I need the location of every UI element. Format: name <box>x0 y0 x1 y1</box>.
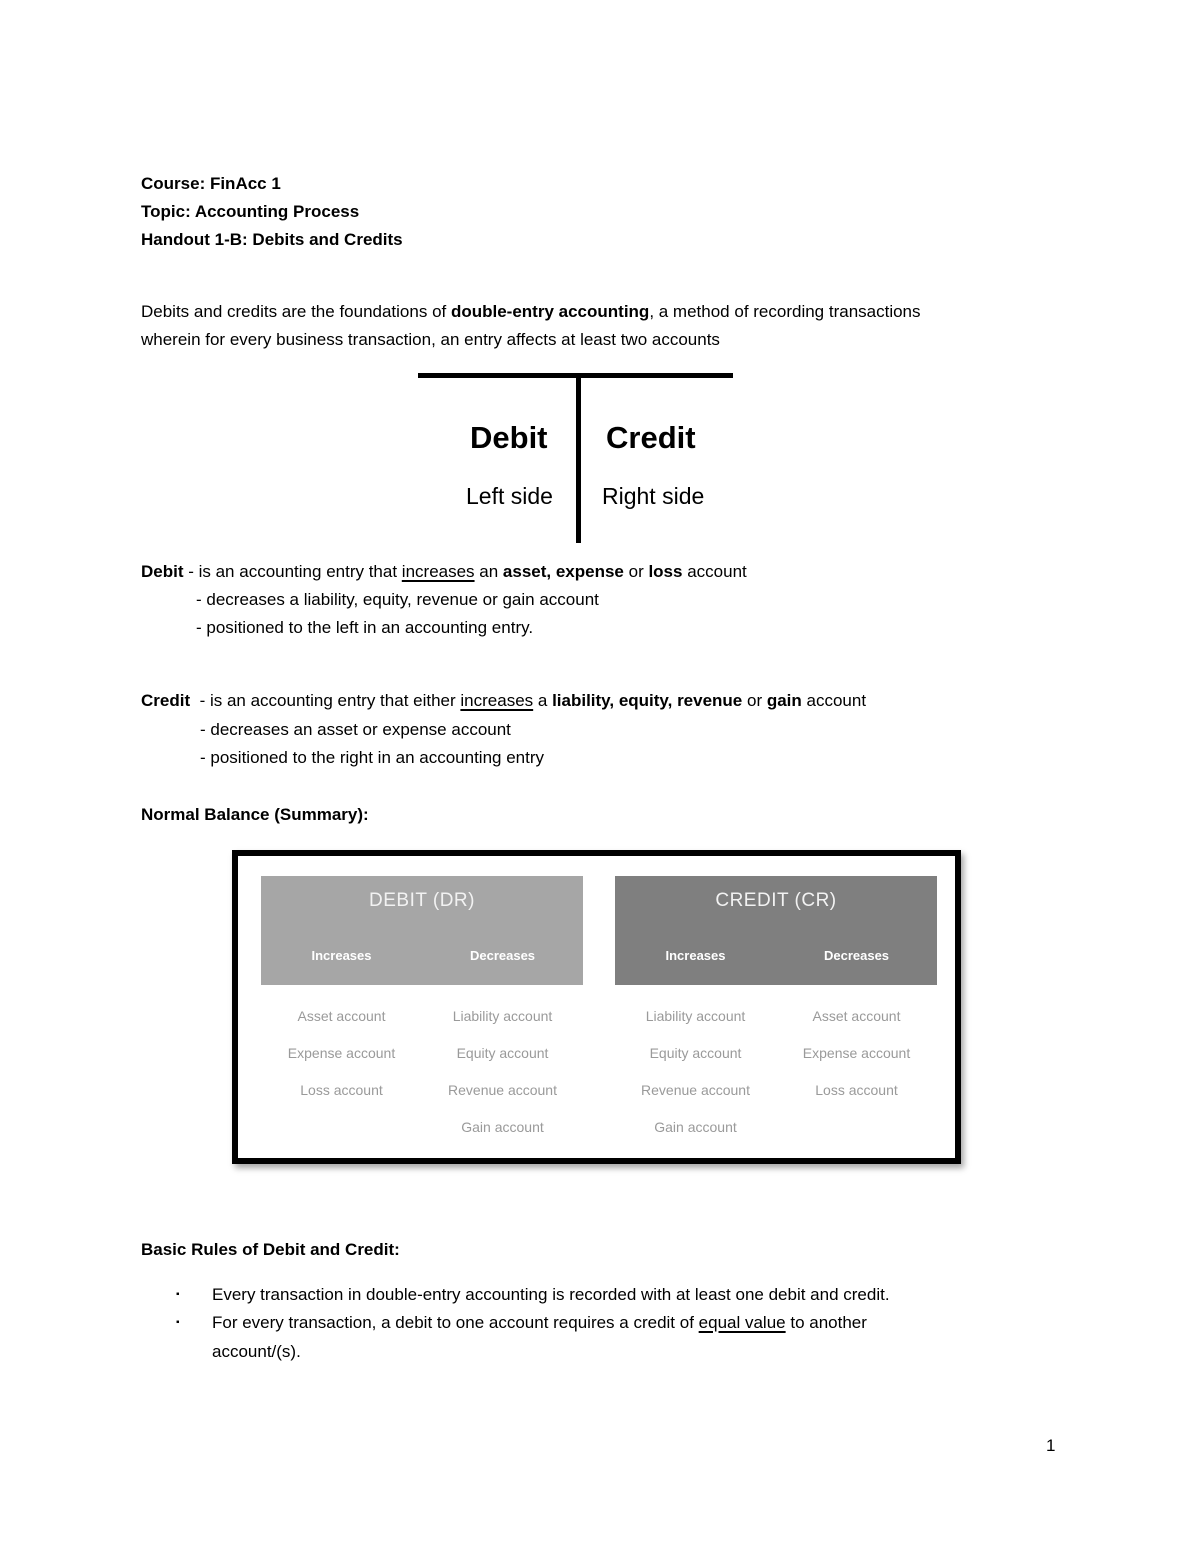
credit-bold-accounts: liability, equity, revenue <box>552 691 743 710</box>
debit-definition-line-2: - decreases a liability, equity, revenue or gain account <box>196 590 599 609</box>
debit-increases-label: Increases <box>311 948 372 963</box>
rule-2-text-cont: to another <box>785 1313 867 1332</box>
debit-def-text-3: or <box>623 562 649 581</box>
rule-2-underlined-equal-value: equal value <box>698 1313 786 1332</box>
page-number: 1 <box>1046 1436 1056 1455</box>
t-account-credit-title: Credit <box>606 420 696 455</box>
t-account-stem <box>576 376 581 543</box>
intro-text-cont: , a method of recording transactions <box>649 302 921 321</box>
list-item: Equity account <box>649 1045 742 1061</box>
credit-def-text-4: account <box>801 691 867 710</box>
list-item: Asset account <box>812 1008 901 1024</box>
debit-decreases-label: Decreases <box>469 948 536 963</box>
debit-definition-line-1 <box>141 558 747 586</box>
course-line: Course: FinAcc 1 <box>141 174 281 193</box>
debit-def-text-4: account <box>682 562 747 581</box>
rule-2-text: For every transaction, a debit to one account requires a credit of <box>212 1313 699 1332</box>
debit-def-text: - is an accounting entry that <box>183 562 402 581</box>
debit-definition-line-3: - positioned to the left in an accounting entry. <box>196 618 534 637</box>
intro-text: Debits and credits are the foundations of <box>141 302 451 321</box>
debit-dr-title: DEBIT (DR) <box>369 890 475 911</box>
debit-bold-loss: loss <box>648 562 683 581</box>
list-item: Revenue account <box>641 1082 750 1098</box>
list-item: Revenue account <box>448 1082 557 1098</box>
rule-1: Every transaction in double-entry accounting is recorded with at least one debit and credit. <box>212 1285 890 1304</box>
credit-increases-list <box>615 1006 776 1154</box>
bullet-icon: ▪ <box>176 1317 180 1328</box>
t-account-right-side: Right side <box>602 483 705 509</box>
credit-term: Credit <box>141 691 191 710</box>
debit-header-panel <box>261 876 583 985</box>
list-item: Gain account <box>461 1119 544 1135</box>
intro-bold-term: double-entry accounting <box>450 302 650 321</box>
debit-bold-accounts: asset, expense <box>502 562 624 581</box>
t-account-debit-title: Debit <box>470 420 548 455</box>
credit-definition-line-1 <box>141 687 866 715</box>
credit-def-text: - is an accounting entry that either <box>190 691 461 710</box>
normal-balance-figure <box>232 850 961 1164</box>
credit-def-text-2: a <box>533 691 553 710</box>
debit-term: Debit <box>141 562 184 581</box>
handout-title: Handout 1-B: Debits and Credits <box>141 230 403 249</box>
rule-2-line-2: account/(s). <box>212 1342 301 1361</box>
credit-decreases-list <box>776 1006 937 1117</box>
credit-increases-label: Increases <box>665 948 726 963</box>
debit-underlined-increases: increases <box>401 562 475 581</box>
credit-definition-line-3: - positioned to the right in an accounting entry <box>200 748 544 767</box>
list-item: Loss account <box>815 1082 898 1098</box>
bullet-icon: ▪ <box>176 1289 180 1300</box>
credit-definition-line-2: - decreases an asset or expense account <box>200 720 511 739</box>
credit-def-text-3: or <box>742 691 767 710</box>
credit-decreases-label: Decreases <box>823 948 890 963</box>
rule-2-line-1 <box>212 1309 867 1337</box>
normal-balance-heading: Normal Balance (Summary): <box>141 805 369 824</box>
list-item: Expense account <box>287 1045 396 1061</box>
list-item: Asset account <box>297 1008 386 1024</box>
t-account-left-side: Left side <box>466 483 553 509</box>
credit-underlined-increases: increases <box>460 691 534 710</box>
intro-line-2: wherein for every business transaction, an entry affects at least two accounts <box>141 330 720 349</box>
list-item: Equity account <box>456 1045 549 1061</box>
credit-cr-title: CREDIT (CR) <box>715 890 837 911</box>
credit-bold-gain: gain <box>766 691 802 710</box>
list-item: Loss account <box>300 1082 383 1098</box>
list-item: Expense account <box>802 1045 911 1061</box>
debit-decreases-list <box>422 1006 583 1154</box>
debit-def-text-2: an <box>474 562 503 581</box>
list-item: Liability account <box>452 1008 553 1024</box>
list-item: Liability account <box>645 1008 746 1024</box>
debit-increases-list <box>261 1006 422 1117</box>
list-item: Gain account <box>654 1119 737 1135</box>
topic-line: Topic: Accounting Process <box>141 202 360 221</box>
credit-header-panel <box>615 876 937 985</box>
intro-line-1 <box>141 298 921 326</box>
basic-rules-heading: Basic Rules of Debit and Credit: <box>141 1240 400 1259</box>
